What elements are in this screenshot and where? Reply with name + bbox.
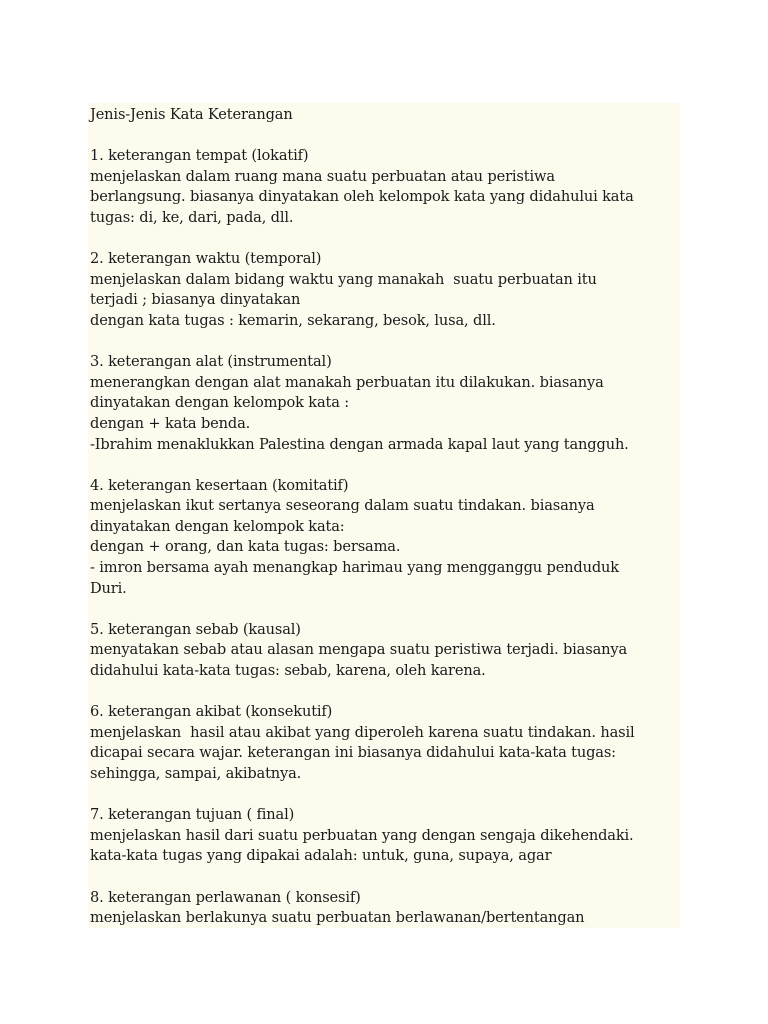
body-line: menjelaskan ikut sertanya seseorang dalam suatu tindakan. biasanya — [90, 497, 595, 515]
spacer — [90, 332, 678, 353]
body-line: Duri. — [90, 579, 127, 597]
body-line: menjelaskan hasil dari suatu perbuatan yang dengan sengaja dikehendaki. — [90, 826, 634, 844]
body-line: dinyatakan dengan kelompok kata : — [90, 394, 350, 412]
body-line: didahului kata-kata tugas: sebab, karena, oleh karena. — [90, 662, 486, 680]
section-heading-alat: 3. keterangan alat (instrumental) — [90, 353, 332, 371]
spacer — [90, 682, 678, 703]
body-line: dengan kata tugas : kemarin, sekarang, besok, lusa, dll. — [90, 311, 496, 329]
section-heading-waktu: 2. keterangan waktu (temporal) — [90, 250, 322, 268]
section-heading-perlawanan: 8. keterangan perlawanan ( konsesif) — [90, 888, 361, 906]
body-line: tugas: di, ke, dari, pada, dll. — [90, 208, 294, 226]
spacer — [90, 867, 678, 888]
body-line: dengan + kata benda. — [90, 414, 251, 432]
spacer — [90, 229, 678, 250]
body-line: menyatakan sebab atau alasan mengapa suatu peristiwa terjadi. biasanya — [90, 641, 628, 659]
section-heading-sebab: 5. keterangan sebab (kausal) — [90, 620, 301, 638]
spacer — [90, 785, 678, 806]
body-line: - imron bersama ayah menangkap harimau yang mengganggu penduduk — [90, 559, 620, 577]
section-heading-tempat: 1. keterangan tempat (lokatif) — [90, 147, 309, 165]
spacer — [90, 455, 678, 476]
section-heading-tujuan: 7. keterangan tujuan ( final) — [90, 806, 295, 824]
document-page — [88, 103, 680, 928]
body-line: menjelaskan hasil atau akibat yang diperoleh karena suatu tindakan. hasil — [90, 723, 635, 741]
document-title: Jenis-Jenis Kata Keterangan — [90, 106, 293, 123]
body-line: menjelaskan dalam bidang waktu yang manakah suatu perbuatan itu — [90, 270, 597, 288]
body-line: menerangkan dengan alat manakah perbuatan itu dilakukan. biasanya — [90, 373, 604, 391]
body-line: dengan + orang, dan kata tugas: bersama. — [90, 538, 401, 556]
body-line: terjadi ; biasanya dinyatakan — [90, 291, 301, 309]
spacer — [90, 599, 678, 620]
body-line: dicapai secara wajar. keterangan ini biasanya didahului kata-kata tugas: — [90, 744, 616, 762]
body-line: -Ibrahim menaklukkan Palestina dengan armada kapal laut yang tangguh. — [90, 435, 629, 453]
body-line: menjelaskan dalam ruang mana suatu perbuatan atau peristiwa — [90, 167, 555, 185]
body-line: kata-kata tugas yang dipakai adalah: untuk, guna, supaya, agar — [90, 847, 552, 865]
body-line: dinyatakan dengan kelompok kata: — [90, 517, 345, 535]
document-text — [90, 105, 678, 928]
body-line: berlangsung. biasanya dinyatakan oleh kelompok kata yang didahului kata — [90, 188, 634, 206]
section-heading-akibat: 6. keterangan akibat (konsekutif) — [90, 703, 333, 721]
section-heading-kesertaan: 4. keterangan kesertaan (komitatif) — [90, 476, 349, 494]
body-line: sehingga, sampai, akibatnya. — [90, 765, 302, 782]
body-line: menjelaskan berlakunya suatu perbuatan berlawanan/bertentangan — [90, 909, 585, 927]
spacer — [90, 126, 678, 147]
